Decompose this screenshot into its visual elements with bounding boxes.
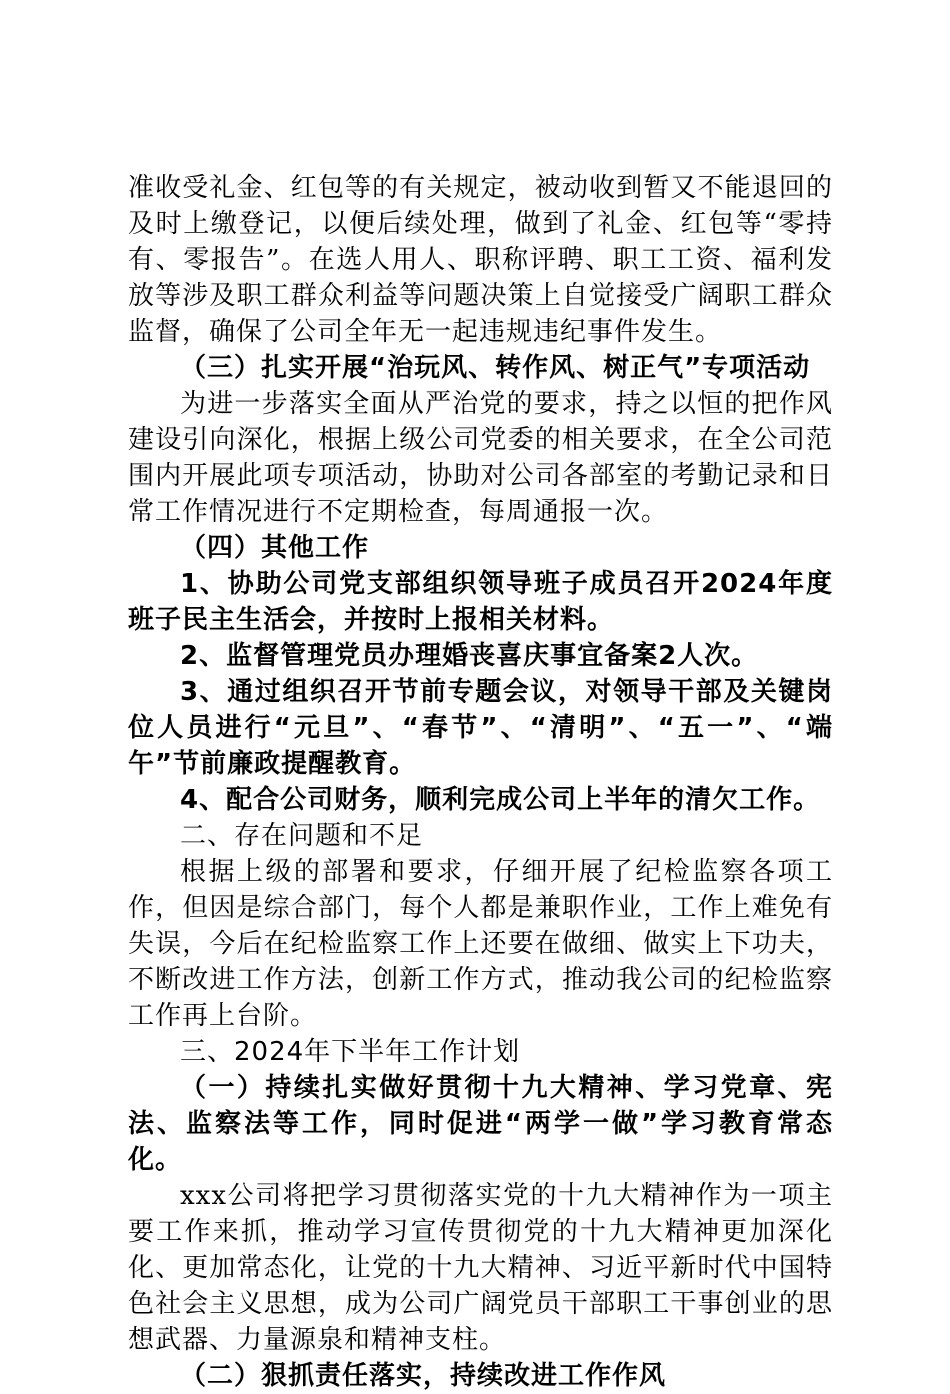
- section-heading: （三）扎实开展“治玩风、转作风、树正气”专项活动: [180, 353, 811, 383]
- body-paragraph: xxx公司将把学习贯彻落实党的十九大精神作为一项主要工作来抓，推动学习宣传贯彻党的十九大精神更加深化化、更加常态化，让党的十九大精神、习近平新时代中国特色社会主义思想，成为公司广阔党员干部职工干事创业的思想武器、力量源泉和精神支柱。: [128, 1181, 833, 1355]
- list-item: 2、监督管理党员办理婚丧喜庆事宜备案2人次。: [180, 641, 759, 671]
- section-heading: （四）其他工作: [180, 533, 370, 563]
- body-paragraph: 根据上级的部署和要求，仔细开展了纪检监察各项工作，但因是综合部门，每个人都是兼职作业，工作上难免有失误，今后在纪检监察工作上还要在做细、做实上下功夫，不断改进工作方法，创新工作方式，推动我公司的纪检监察工作再上台阶。: [128, 857, 833, 1031]
- list-item: 4、配合公司财务，顺利完成公司上半年的清欠工作。: [180, 785, 821, 815]
- section-heading: （二）狠抓责任落实，持续改进工作作风: [180, 1361, 667, 1391]
- list-item: 1、协助公司党支部组织领导班子成员召开2024年度班子民主生活会，并按时上报相关材料。: [128, 569, 833, 635]
- chapter-heading: 三、2024年下半年工作计划: [180, 1037, 521, 1067]
- section-heading: （一）持续扎实做好贯彻十九大精神、学习党章、宪法、监察法等工作，同时促进“两学一做”学习教育常态化。: [128, 1073, 833, 1175]
- body-paragraph: 为进一步落实全面从严治党的要求，持之以恒的把作风建设引向深化，根据上级公司党委的相关要求，在全公司范围内开展此项专项活动，协助对公司各部室的考勤记录和日常工作情况进行不定期检查，每周通报一次。: [128, 389, 833, 527]
- list-item: 3、通过组织召开节前专题会议，对领导干部及关键岗位人员进行“元旦”、“春节”、“清明”、“五一”、“端午”节前廉政提醒教育。: [128, 677, 833, 779]
- chapter-heading: 二、存在问题和不足: [180, 821, 424, 851]
- document-page: [128, 170, 833, 1394]
- body-paragraph: 准收受礼金、红包等的有关规定，被动收到暂又不能退回的及时上缴登记，以便后续处理，做到了礼金、红包等“零持有、零报告”。在选人用人、职称评聘、职工工资、福利发放等涉及职工群众利益等问题决策上自觉接受广阔职工群众监督，确保了公司全年无一起违规违纪事件发生。: [128, 173, 833, 347]
